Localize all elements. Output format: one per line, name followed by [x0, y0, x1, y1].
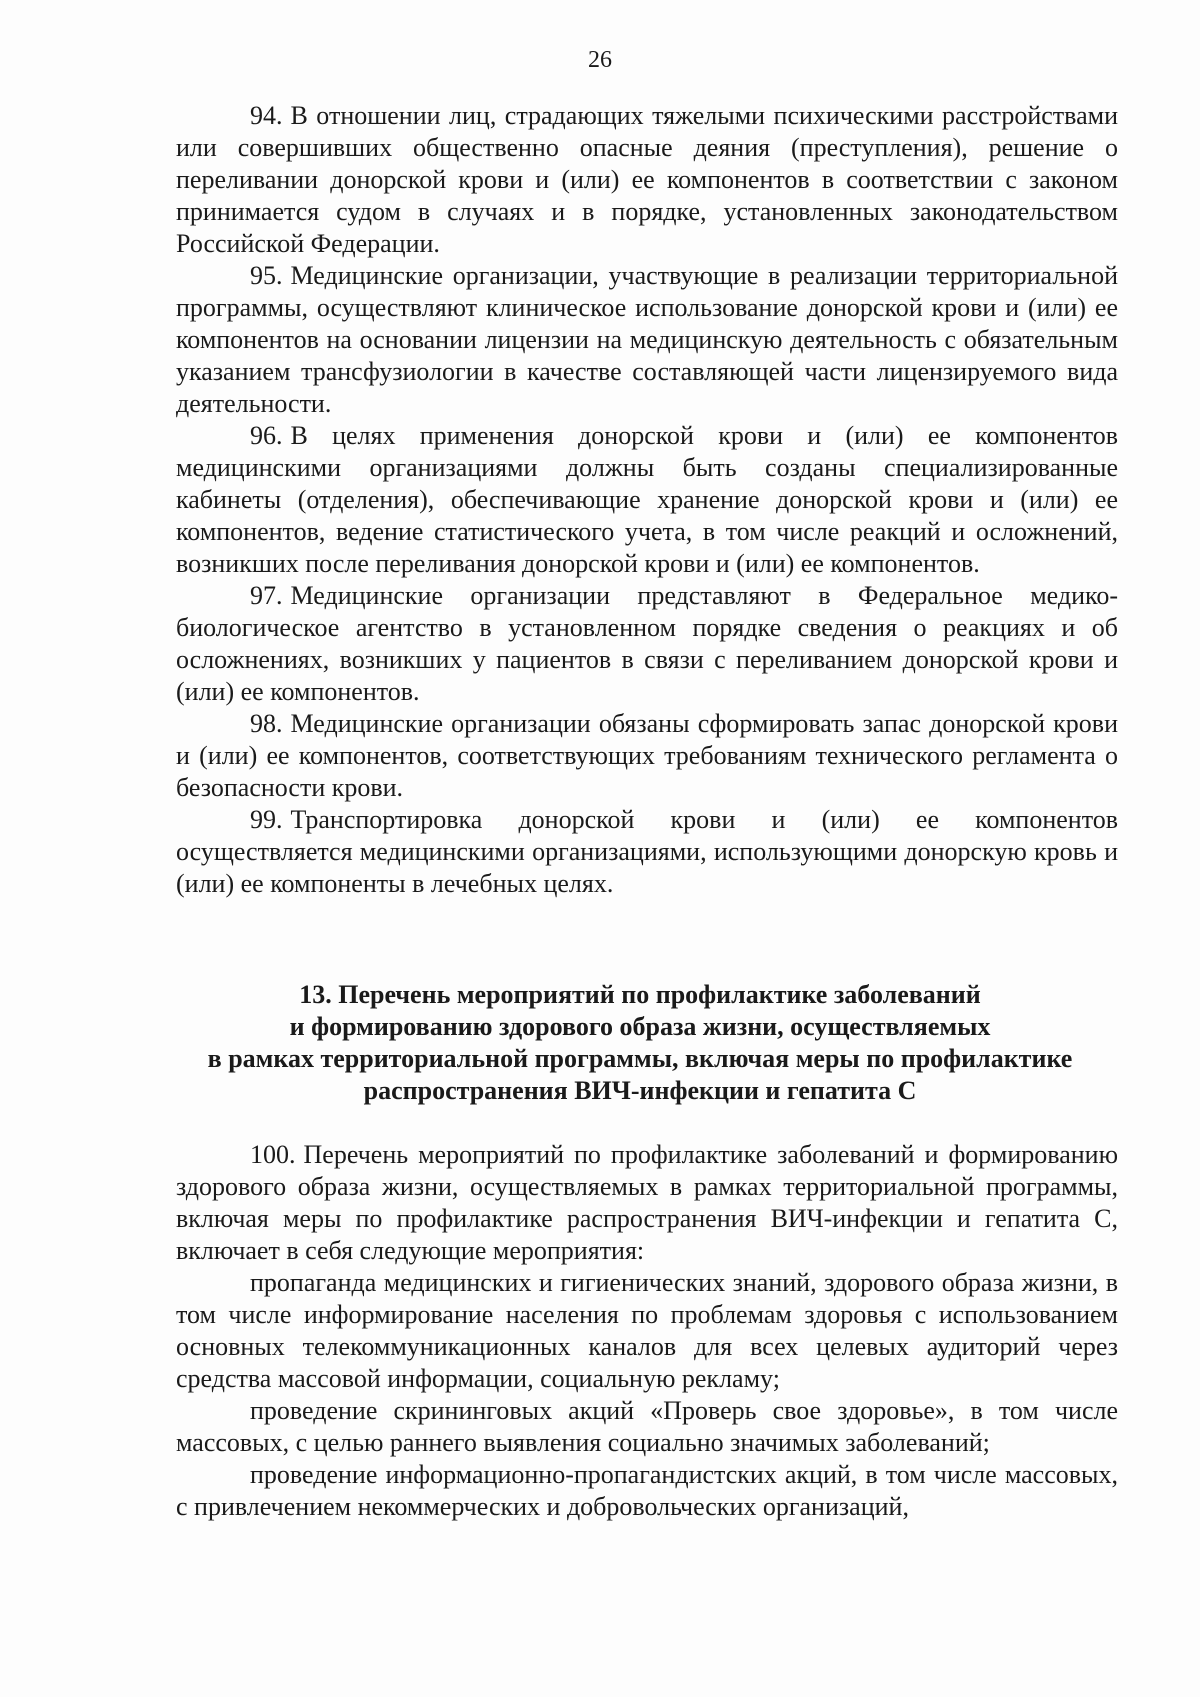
- paragraph-96: [176, 420, 1118, 580]
- paragraph-text: В отношении лиц, страдающих тяжелыми психическими расстройствами или совершивших общественно опасные деяния (преступления), решение о переливании донорской крови и (или) ее компонентов в соответствии с законом принимается судом в случаях и в порядке, установленных законодательством Российской Федерации.: [176, 101, 1118, 258]
- paragraph-number: 97.: [250, 581, 283, 610]
- paragraph-text: Транспортировка донорской крови и (или) ее компонентов осуществляется медицинскими организациями, использующими донорскую кровь и (или) ее компоненты в лечебных целях.: [176, 805, 1118, 898]
- paragraph-98: [176, 708, 1118, 804]
- paragraph-text: Перечень мероприятий по профилактике заболеваний и формированию здорового образа жизни, осуществляемых в рамках территориальной программы, включая меры по профилактике распространения ВИЧ-инфекции и гепатита С, включает в себя следующие мероприятия:: [176, 1140, 1118, 1265]
- paragraphs-top: [176, 100, 1118, 900]
- paragraph-100: [176, 1139, 1118, 1267]
- section-heading-line: распространения ВИЧ-инфекции и гепатита С: [363, 1076, 917, 1105]
- list-item-text: пропаганда медицинских и гигиенических знаний, здорового образа жизни, в том числе информирование населения по проблемам здоровья с использованием основных телекоммуникационных каналов для всех целевых аудиторий через средства массовой информации, социальную рекламу;: [176, 1268, 1118, 1393]
- section-heading: [160, 979, 1120, 1107]
- section-heading-line: 13. Перечень мероприятий по профилактике заболеваний: [299, 980, 981, 1009]
- list-item: [176, 1459, 1118, 1523]
- paragraph-number: 94.: [250, 101, 283, 130]
- paragraph-number: 99.: [250, 805, 283, 834]
- paragraph-text: Медицинские организации представляют в Федеральное медико-биологическое агентство в установленном порядке сведения о реакциях и об осложнениях, возникших у пациентов в связи с переливанием донорской крови и (или) ее компонентов.: [176, 581, 1118, 706]
- page-number: 26: [588, 47, 612, 73]
- paragraph-94: [176, 100, 1118, 260]
- list-item: [176, 1267, 1118, 1395]
- paragraph-text: Медицинские организации обязаны сформировать запас донорской крови и (или) ее компонентов, соответствующих требованиям технического регламента о безопасности крови.: [176, 709, 1118, 802]
- section-heading-line: и формированию здорового образа жизни, осуществляемых: [289, 1012, 991, 1041]
- section-heading-line: в рамках территориальной программы, включая меры по профилактике: [207, 1044, 1073, 1073]
- paragraph-text: Медицинские организации, участвующие в реализации территориальной программы, осуществляют клиническое использование донорской крови и (или) ее компонентов на основании лицензии на медицинскую деятельность с обязательным указанием трансфузиологии в качестве составляющей части лицензируемого вида деятельности.: [176, 261, 1118, 418]
- list-item-text: проведение скрининговых акций «Проверь свое здоровье», в том числе массовых, с целью раннего выявления социально значимых заболеваний;: [176, 1396, 1118, 1457]
- paragraph-number: 95.: [250, 261, 283, 290]
- paragraph-number: 98.: [250, 709, 283, 738]
- paragraph-text: В целях применения донорской крови и (или) ее компонентов медицинскими организациями должны быть созданы специализированные кабинеты (отделения), обеспечивающие хранение донорской крови и (или) ее компонентов, ведение статистического учета, в том числе реакций и осложнений, возникших после переливания донорской крови и (или) ее компонентов.: [176, 421, 1118, 578]
- paragraphs-bottom: [176, 1139, 1118, 1523]
- paragraph-97: [176, 580, 1118, 708]
- list-item: [176, 1395, 1118, 1459]
- paragraph-number: 96.: [250, 421, 283, 450]
- paragraph-95: [176, 260, 1118, 420]
- paragraph-99: [176, 804, 1118, 900]
- list-item-text: проведение информационно-пропагандистских акций, в том числе массовых, с привлечением некоммерческих и добровольческих организаций,: [176, 1460, 1118, 1521]
- paragraph-number: 100.: [250, 1140, 296, 1169]
